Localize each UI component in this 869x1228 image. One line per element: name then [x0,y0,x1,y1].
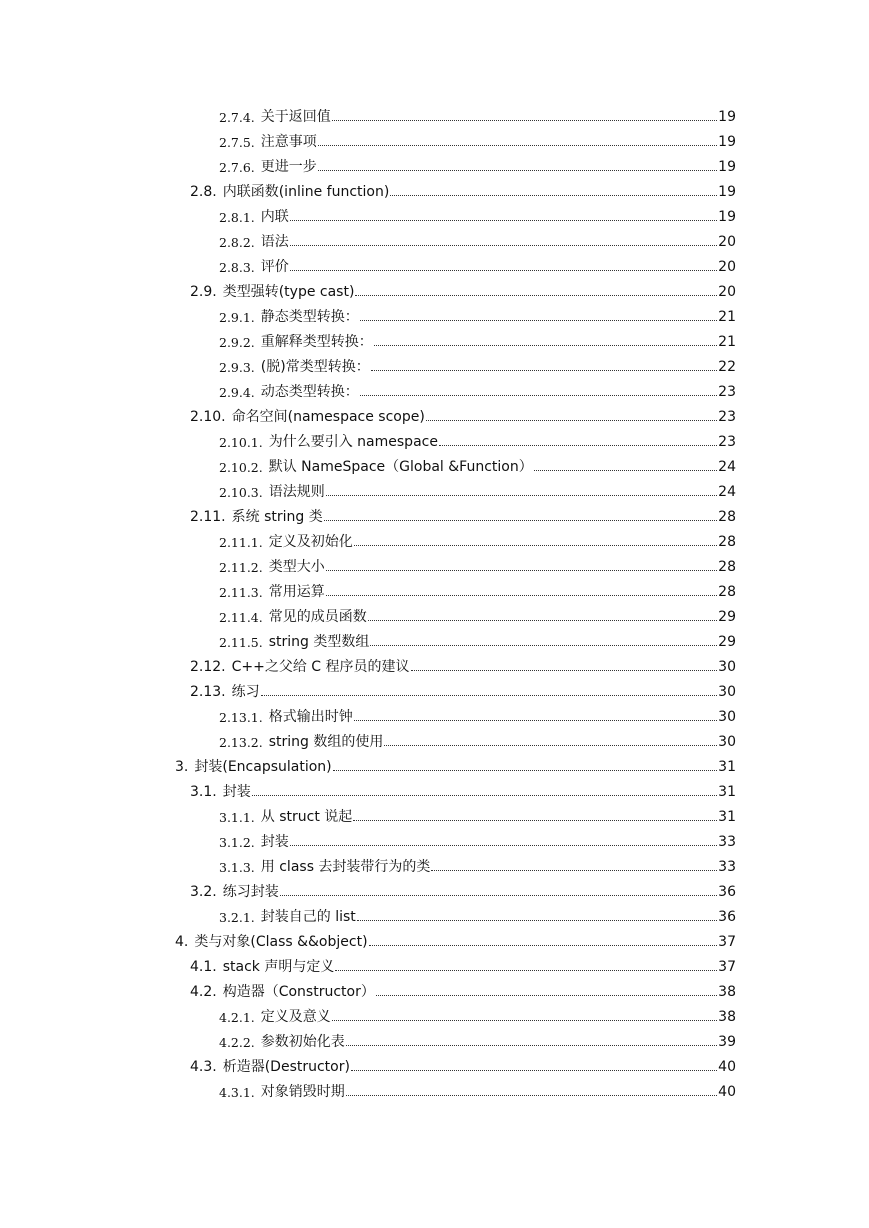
toc-entry-page-number: 37 [718,934,736,950]
toc-entry[interactable] [0,755,869,780]
toc-entry-number: 2.8.3. [219,260,255,275]
toc-dot-leader [439,444,717,446]
toc-entry[interactable] [0,855,869,880]
toc-entry-number: 4. [175,934,189,950]
toc-entry-title: 常用运算 [268,584,325,600]
toc-entry-number: 2.13.1. [219,710,263,725]
toc-entry-number: 4.2.1. [219,1010,255,1025]
toc-entry[interactable] [0,980,869,1005]
toc-dot-leader [360,319,717,321]
toc-dot-leader [369,944,718,946]
toc-entry-number: 2.11.5. [219,635,263,650]
toc-entry-title: 常见的成员函数 [268,609,367,625]
toc-dot-leader [355,294,717,296]
toc-entry[interactable] [0,505,869,530]
toc-entry[interactable] [0,780,869,805]
toc-dot-leader [324,519,717,521]
toc-entry[interactable] [0,830,869,855]
toc-entry-title: 封装 [260,834,289,850]
toc-entry-page-number: 38 [718,1009,736,1025]
toc-entry-title: 封装 [222,784,251,800]
toc-entry-number: 3.1. [190,784,217,800]
toc-entry-page-number: 24 [718,484,736,500]
toc-entry-title: 格式输出时钟 [268,709,353,725]
toc-dot-leader [280,894,717,896]
toc-entry-title: 从 struct 说起 [260,809,353,825]
toc-entry-title: 动态类型转换： [260,384,359,400]
toc-entry[interactable] [0,180,869,205]
toc-entry-title: 用 class 去封装带行为的类 [260,859,431,875]
toc-entry-page-number: 19 [718,159,736,175]
toc-dot-leader [326,569,717,571]
toc-dot-leader [390,194,717,196]
toc-entry-number: 2.7.6. [219,160,255,175]
toc-entry-page-number: 37 [718,959,736,975]
toc-entry-page-number: 19 [718,209,736,225]
toc-entry[interactable] [0,805,869,830]
toc-entry-number: 2.9.2. [219,335,255,350]
toc-entry-title: 语法 [260,234,289,250]
toc-entry-page-number: 29 [718,634,736,650]
toc-dot-leader [354,719,717,721]
toc-entry[interactable] [0,555,869,580]
toc-entry-title: 练习封装 [222,884,279,900]
toc-entry-page-number: 36 [718,884,736,900]
toc-entry-page-number: 29 [718,609,736,625]
toc-entry[interactable] [0,255,869,280]
toc-entry[interactable] [0,1030,869,1055]
toc-entry-title: 静态类型转换： [260,309,359,325]
toc-dot-leader [335,969,717,971]
toc-entry-title: 类型强转(type cast) [222,284,355,300]
toc-dot-leader [411,669,718,671]
toc-entry-number: 2.9.1. [219,310,255,325]
toc-entry-title: 定义及初始化 [268,534,353,550]
toc-entry-number: 4.1. [190,959,217,975]
toc-dot-leader [332,1019,717,1021]
toc-entry-page-number: 20 [718,259,736,275]
toc-entry[interactable] [0,480,869,505]
toc-entry-page-number: 30 [718,659,736,675]
toc-entry-title: 语法规则 [268,484,325,500]
toc-entry[interactable] [0,605,869,630]
toc-entry[interactable] [0,105,869,130]
toc-entry[interactable] [0,130,869,155]
toc-dot-leader [290,219,717,221]
toc-entry-title: 默认 NameSpace（Global &Function） [268,459,533,475]
toc-entry-title: 封装自己的 list [260,909,356,925]
toc-dot-leader [353,819,717,821]
toc-dot-leader [318,169,717,171]
toc-entry-number: 3.1.3. [219,860,255,875]
toc-entry[interactable] [0,155,869,180]
toc-entry-title: 系统 string 类 [231,509,323,525]
toc-dot-leader [261,694,718,696]
toc-entry-page-number: 19 [718,184,736,200]
toc-entry-number: 2.11.1. [219,535,263,550]
toc-entry-page-number: 31 [718,809,736,825]
toc-entry-number: 2.7.4. [219,110,255,125]
toc-entry-page-number: 28 [718,534,736,550]
toc-entry[interactable] [0,205,869,230]
toc-entry[interactable] [0,680,869,705]
toc-entry[interactable] [0,1055,869,1080]
toc-entry-title: 关于返回值 [260,109,331,125]
toc-entry-number: 3. [175,759,189,775]
toc-entry-title: 练习 [231,684,260,700]
toc-entry-number: 2.11.3. [219,585,263,600]
toc-entry-title: 析造器(Destructor) [222,1059,350,1075]
toc-entry-title: 参数初始化表 [260,1034,345,1050]
toc-entry-number: 4.2.2. [219,1035,255,1050]
toc-entry-number: 2.13.2. [219,735,263,750]
toc-entry-page-number: 20 [718,284,736,300]
toc-entry[interactable] [0,405,869,430]
toc-entry[interactable] [0,955,869,980]
toc-entry[interactable] [0,1005,869,1030]
toc-dot-leader [290,244,717,246]
toc-dot-leader [360,394,717,396]
toc-entry[interactable] [0,530,869,555]
toc-entry-number: 2.10.3. [219,485,263,500]
toc-entry-title: 内联函数(inline function) [222,184,390,200]
toc-entry-title: (脱)常类型转换： [260,359,370,375]
toc-entry-number: 4.3. [190,1059,217,1075]
toc-entry-number: 2.13. [190,684,226,700]
toc-entry[interactable] [0,455,869,480]
toc-dot-leader [426,419,717,421]
toc-entry-title: 类型大小 [268,559,325,575]
toc-dot-leader [351,1069,717,1071]
toc-entry-number: 3.1.2. [219,835,255,850]
toc-entry-number: 2.10. [190,409,226,425]
toc-entry-number: 2.11.4. [219,610,263,625]
toc-entry[interactable] [0,1080,869,1105]
toc-entry-title: 评价 [260,259,289,275]
toc-dot-leader [384,744,717,746]
toc-entry[interactable] [0,930,869,955]
toc-entry-page-number: 38 [718,984,736,1000]
toc-entry-number: 3.1.1. [219,810,255,825]
toc-entry-title: 为什么要引入 namespace [268,434,438,450]
toc-entry-number: 2.9.3. [219,360,255,375]
toc-dot-leader [332,119,717,121]
toc-entry-title: 更进一步 [260,159,317,175]
toc-entry-title: 封装(Encapsulation) [194,759,332,775]
toc-entry-page-number: 23 [718,434,736,450]
toc-entry-title: 构造器（Constructor） [222,984,375,1000]
toc-entry-number: 4.3.1. [219,1085,255,1100]
toc-entry-title: 定义及意义 [260,1009,331,1025]
toc-entry-page-number: 40 [718,1059,736,1075]
toc-dot-leader [326,594,717,596]
toc-entry-page-number: 24 [718,459,736,475]
toc-entry[interactable] [0,580,869,605]
toc-entry-number: 2.8.2. [219,235,255,250]
toc-entry[interactable] [0,280,869,305]
toc-entry-number: 2.9. [190,284,217,300]
toc-dot-leader [354,544,717,546]
toc-entry-title: C++之父给 C 程序员的建议 [231,659,410,675]
toc-entry-title: 类与对象(Class &&object) [194,934,368,950]
toc-entry[interactable] [0,355,869,380]
toc-entry-page-number: 28 [718,559,736,575]
toc-entry-page-number: 30 [718,684,736,700]
toc-dot-leader [252,794,717,796]
toc-entry-title: string 类型数组 [268,634,370,650]
toc-entry-page-number: 19 [718,134,736,150]
toc-entry-number: 2.11. [190,509,226,525]
toc-entry-page-number: 31 [718,784,736,800]
toc-dot-leader [374,344,717,346]
toc-entry[interactable] [0,905,869,930]
toc-entry[interactable] [0,305,869,330]
toc-entry-page-number: 28 [718,584,736,600]
toc-entry-page-number: 36 [718,909,736,925]
toc-entry-number: 2.8.1. [219,210,255,225]
toc-entry-title: 对象销毁时期 [260,1084,345,1100]
toc-entry[interactable] [0,230,869,255]
toc-entry-number: 2.9.4. [219,385,255,400]
toc-entry-page-number: 28 [718,509,736,525]
toc-dot-leader [346,1094,717,1096]
toc-dot-leader [534,469,717,471]
toc-entry-number: 2.12. [190,659,226,675]
toc-entry-page-number: 39 [718,1034,736,1050]
toc-entry-page-number: 20 [718,234,736,250]
toc-entry-page-number: 33 [718,834,736,850]
toc-entry-number: 3.2.1. [219,910,255,925]
toc-entry-title: string 数组的使用 [268,734,384,750]
toc-entry-page-number: 31 [718,759,736,775]
table-of-contents [0,105,869,1105]
toc-entry-number: 2.10.2. [219,460,263,475]
toc-dot-leader [357,919,717,921]
toc-entry-page-number: 40 [718,1084,736,1100]
toc-entry-title: stack 声明与定义 [222,959,335,975]
toc-entry-number: 2.8. [190,184,217,200]
toc-entry-page-number: 19 [718,109,736,125]
toc-entry[interactable] [0,705,869,730]
toc-entry-number: 2.10.1. [219,435,263,450]
toc-dot-leader [290,269,717,271]
toc-dot-leader [371,369,717,371]
toc-entry-page-number: 30 [718,709,736,725]
toc-entry[interactable] [0,655,869,680]
toc-dot-leader [318,144,717,146]
toc-entry-number: 4.2. [190,984,217,1000]
toc-entry-number: 2.7.5. [219,135,255,150]
toc-entry-page-number: 33 [718,859,736,875]
toc-entry-page-number: 21 [718,334,736,350]
toc-dot-leader [368,619,717,621]
toc-dot-leader [376,994,717,996]
toc-entry-page-number: 23 [718,384,736,400]
toc-entry[interactable] [0,430,869,455]
toc-dot-leader [326,494,717,496]
toc-dot-leader [370,644,717,646]
toc-entry-title: 重解释类型转换： [260,334,373,350]
toc-entry[interactable] [0,630,869,655]
toc-entry-number: 2.11.2. [219,560,263,575]
toc-dot-leader [431,869,717,871]
toc-entry-title: 内联 [260,209,289,225]
toc-dot-leader [333,769,718,771]
toc-entry-number: 3.2. [190,884,217,900]
toc-dot-leader [290,844,717,846]
toc-entry-page-number: 23 [718,409,736,425]
toc-entry-page-number: 21 [718,309,736,325]
toc-entry[interactable] [0,880,869,905]
toc-entry-title: 注意事项 [260,134,317,150]
toc-entry-page-number: 30 [718,734,736,750]
toc-entry-page-number: 22 [718,359,736,375]
toc-dot-leader [346,1044,717,1046]
toc-entry[interactable] [0,330,869,355]
toc-entry[interactable] [0,730,869,755]
toc-entry[interactable] [0,380,869,405]
toc-entry-title: 命名空间(namespace scope) [231,409,425,425]
